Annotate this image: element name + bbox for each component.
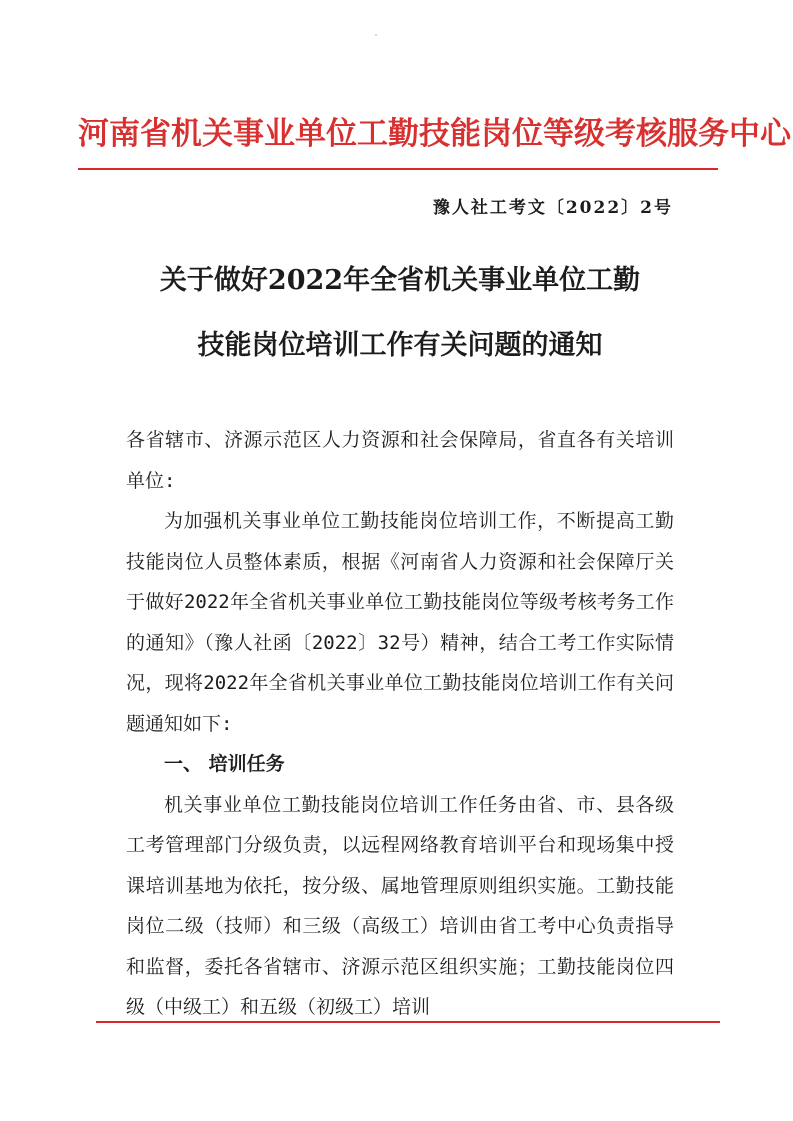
document-number: 豫人社工考文〔2022〕2号 bbox=[432, 198, 673, 218]
salutation: 各省辖市、济源示范区人力资源和社会保障局，省直各有关培训单位: bbox=[126, 429, 674, 492]
header-red-rule bbox=[78, 168, 718, 170]
notice-title-line-1: 关于做好2022年全省机关事业单位工勤 bbox=[159, 265, 641, 296]
section-heading-training-tasks: 一、 培训任务 bbox=[164, 753, 285, 775]
paragraph-intro: 为加强机关事业单位工勤技能岗位培训工作，不断提高工勤技能岗位人员整体素质，根据《河南省人力资源和社会保障厅关于做好2022年全省机关事业单位工勤技能岗位等级考核考务工作的通知》（豫人社函〔2022〕32号）精神，结合工考工作实际情况，现将2022年全省机关事业单位工勤技能岗位培训工作有关问题通知如下: bbox=[126, 510, 674, 735]
footer-red-rule bbox=[96, 1021, 720, 1023]
issuing-organization-title: 河南省机关事业单位工勤技能岗位等级考核服务中心 bbox=[78, 116, 791, 152]
document-body bbox=[126, 420, 674, 1028]
notice-title-line-2: 技能岗位培训工作有关问题的通知 bbox=[197, 330, 603, 361]
paragraph-training-tasks: 机关事业单位工勤技能岗位培训工作任务由省、市、县各级工考管理部门分级负责，以远程网络教育培训平台和现场集中授课培训基地为依托，按分级、属地管理原则组织实施。工勤技能岗位二级（技师）和三级（高级工）培训由省工考中心负责指导和监督，委托各省辖市、济源示范区组织实施；工勤技能岗位四级（中级工）和五级（初级工）培训 bbox=[126, 793, 674, 1018]
scan-speck bbox=[375, 34, 377, 36]
